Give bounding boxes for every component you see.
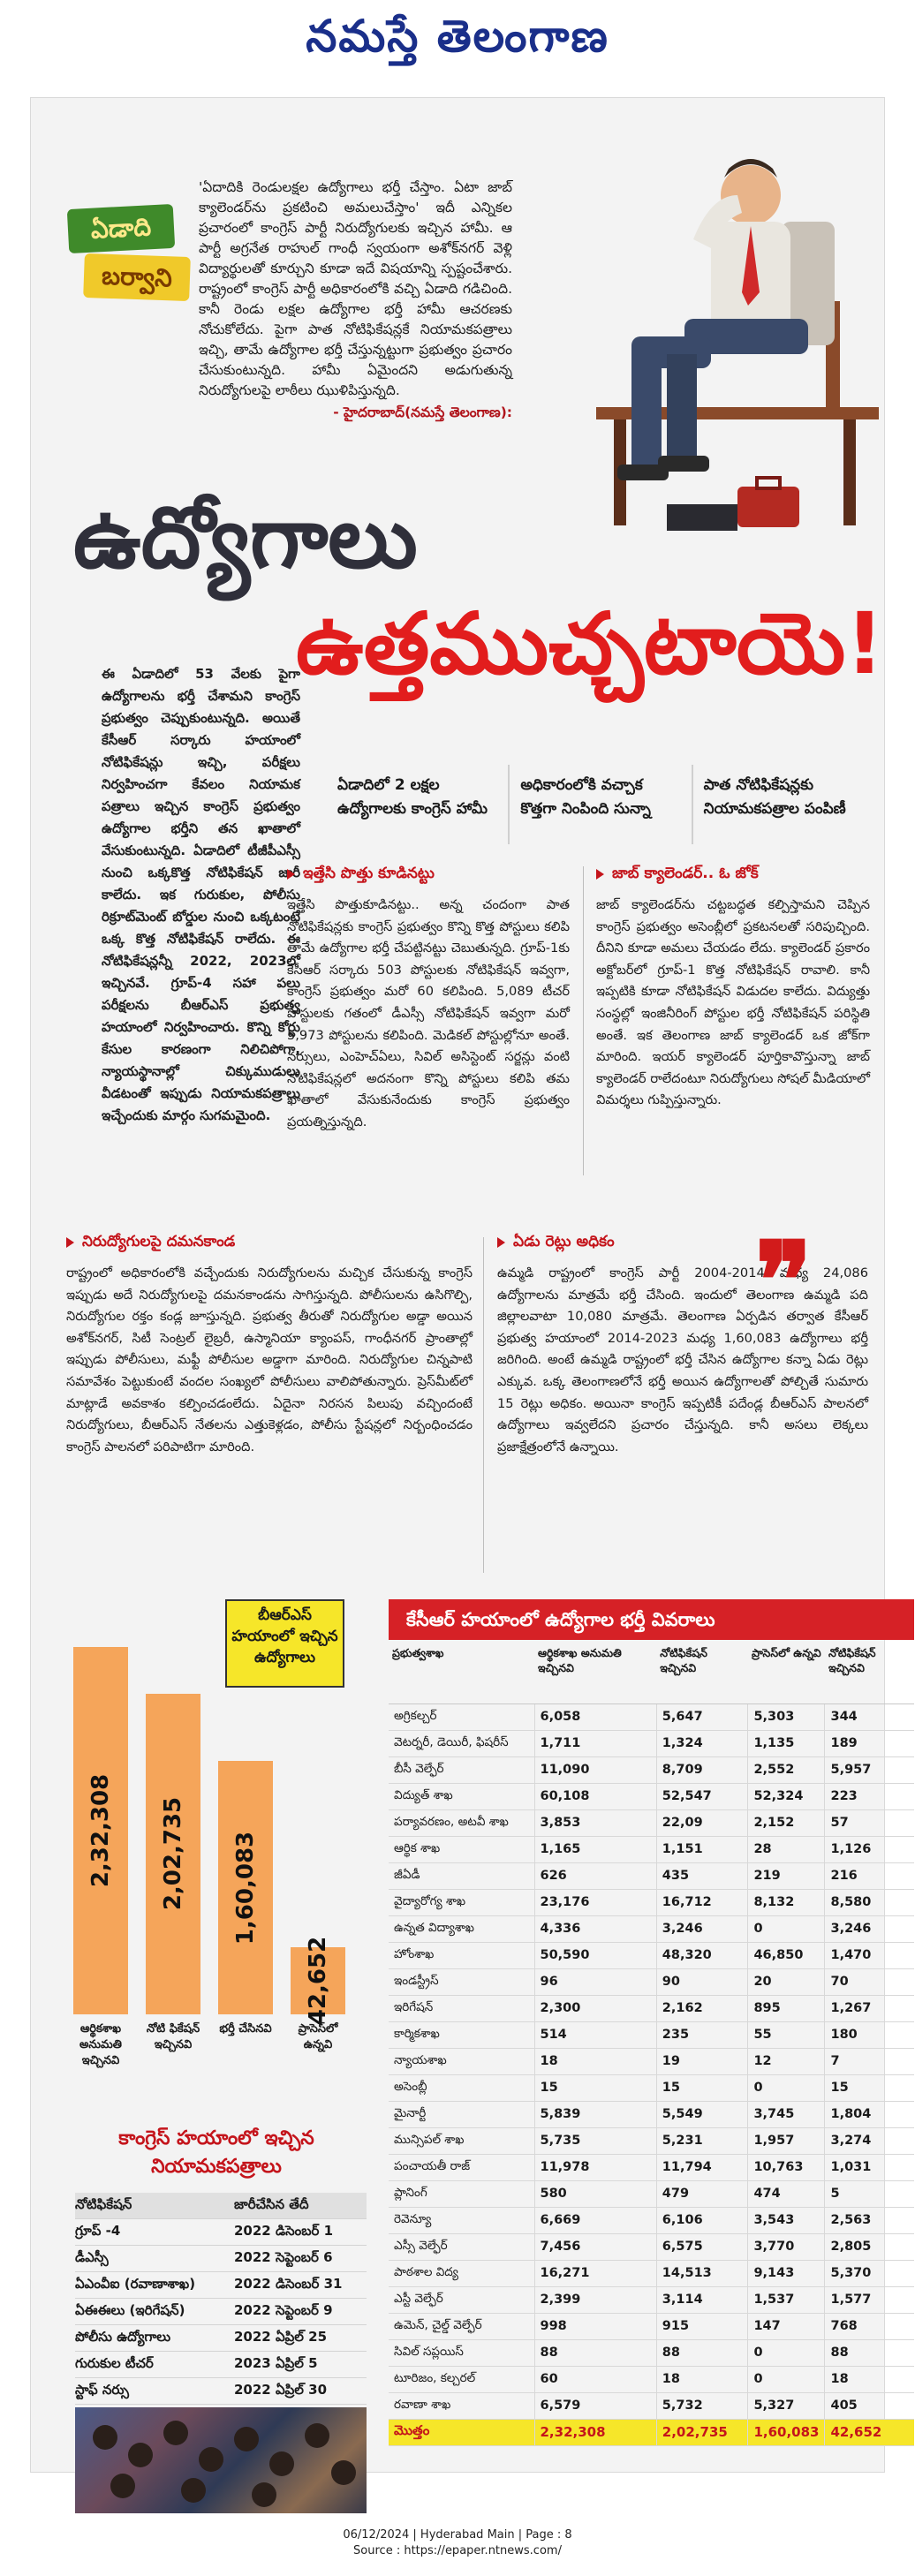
table-cell: 2,300 [534,1995,656,2021]
table-cell: 915 [656,2313,748,2339]
table-cell: రెవెన్యూ [389,2207,534,2233]
table-cell: ఉన్నత విద్యాశాఖ [389,1915,534,1942]
table-cell: 405 [825,2392,914,2419]
table-cell: టూరిజం, కల్చరల్ [389,2366,534,2392]
newspaper-title: నమస్తే తెలంగాణ [306,10,609,62]
table-cell: 88 [656,2339,748,2366]
table-cell: 60 [534,2366,656,2392]
table-row [389,2366,914,2392]
section-job-calendar [596,865,870,1112]
table-row [389,2207,914,2233]
category-label: ఆర్థికశాఖ అనుమతి ఇచ్చినవి [79,2022,122,2067]
bar-value-label: 2,32,308 [87,1773,114,1888]
table-cell: విద్యుత్ శాఖ [389,1783,534,1809]
recruitment-details-table [389,1640,914,2446]
table-cell: 4,336 [534,1915,656,1942]
table-cell: 2,805 [825,2233,914,2260]
page-footer [0,2527,915,2559]
table-cell: ఏఎంవీఐ (రవాణాశాఖ) [75,2275,196,2292]
table-row [389,1942,914,1968]
table-cell: ఇండస్ట్రీస్ [389,1968,534,1995]
table-cell: 474 [748,2180,825,2207]
table-cell: 6,579 [534,2392,656,2419]
frustrated-man-illustration [561,116,879,531]
table-cell: 895 [748,1995,825,2021]
table-cell: గురుకుల టీచర్ [75,2354,154,2371]
table-row [389,2101,914,2127]
bar-value-label: 1,60,083 [232,1831,259,1945]
table-cell: వైద్యారోగ్య శాఖ [389,1889,534,1915]
table-cell: 2,32,308 [534,2419,656,2445]
table-cell: ఏఈఈలు (ఇరిగేషన్) [75,2301,185,2318]
bar-value-label: 2,02,735 [160,1797,186,1911]
intro-text: 'ఏదాదికి రెండులక్షల ఉద్యోగాలు భర్తీ చేస్తాం. ఏటా జాబ్ క్యాలెండర్‌ను ప్రకటించి అమలుచేస్తాం' ఇదీ ఎన్నికల ప్రచారంలో కాంగ్రెస్ పార్టీ నిరుద్యోగులకు ఇచ్చిన హామీ. ఆ పార్టీ అగ్రనేత రాహుల్ గాంధీ స్వయంగా అశోక్‌నగర్ వెళ్లి విద్యార్థులతో కూర్చుని కూడా ఇదే విషయాన్ని స్పష్టంచేశారు. రాష్ట్రంలో కాంగ్రెస్ పార్టీ అధికారంలోకి వచ్చి ఏడాది గడిచింది. కానీ రెండు లక్షల ఉద్యోగాల భర్తీ హామీ ఆచరణకు నోచుకోలేదు. పైగా పాత నోటిఫికేషన్లకే నియామకపత్రాలు ఇచ్చి, తామే ఉద్యోగాల భర్తీ చేస్తున్నట్టుగా ప్రభుత్వం ప్రచారం చేసుకుంటున్నది. హామీ ఏమైందని అడుగుతున్న నిరుద్యోగులపై లాఠీలు ఝుళిపిస్తున్నది. [199,179,512,398]
jobs-bar-chart [66,1599,362,2094]
table-cell: 11,794 [656,2154,748,2180]
table-cell: పోలీసు ఉద్యోగాలు [75,2328,171,2345]
recruitment-table-title: కేసీఆర్ హయాంలో ఉద్యోగాల భర్తీ వివరాలు [389,1599,914,1640]
table-cell: 0 [748,2366,825,2392]
table-cell: 768 [825,2313,914,2339]
section-crackdown [66,1233,473,1458]
table-cell: 5,957 [825,1756,914,1783]
category-label: భర్తీ చేసినవి [219,2022,272,2036]
bar-value-label: 42,652 [305,1936,331,2025]
table-cell: 52,547 [656,1783,748,1809]
table-cell: 580 [534,2180,656,2207]
headline-line-1: ఉద్యోగాలు [73,488,418,587]
table-cell: 5,735 [534,2127,656,2154]
table-cell: 2,563 [825,2207,914,2233]
table-cell: అసెంబ్లీ [389,2074,534,2101]
table-cell: 1,470 [825,1942,914,1968]
table-cell: 5,303 [748,1703,825,1730]
table-cell: ఆర్థిక శాఖ [389,1836,534,1862]
table-cell: 3,543 [748,2207,825,2233]
table-cell: 2,02,735 [656,2419,748,2445]
table-cell: ఎస్టీ వెల్ఫేర్ [389,2286,534,2313]
table-cell: జీఏడీ [389,1862,534,1889]
intro-paragraph [199,178,512,423]
table-cell: 3,246 [825,1915,914,1942]
table-cell: 1,537 [748,2286,825,2313]
table-cell: 1,165 [534,1836,656,1862]
summary-item: ఏడాదిలో 2 లక్షల ఉద్యోగాలకు కాంగ్రెస్ హామీ [337,776,488,818]
table-cell: 15 [534,2074,656,2101]
table-cell: 2,152 [748,1809,825,1836]
table-row [75,2352,367,2378]
table-row [75,2272,367,2299]
table-cell: 22,09 [656,1809,748,1836]
table-cell: 0 [748,2339,825,2366]
table-cell: 5 [825,2180,914,2207]
table-cell: డీఎస్సీ [75,2248,109,2265]
table-cell: ఉమెన్, చైల్డ్ వెల్ఫేర్ [389,2313,534,2339]
table-cell: 5,327 [748,2392,825,2419]
dateline: - హైదరాబాద్(నమస్తే తెలంగాణ): [333,404,512,420]
table-cell: 88 [825,2339,914,2366]
table-cell: 0 [748,2074,825,2101]
column-header: ప్రభుత్వశాఖ [389,1640,534,1703]
headline-line-2: ఉత్తముచ్చటాయె! [296,594,884,693]
table-cell: 2022 డిసెంబర్ 1 [234,2222,334,2239]
table-cell: 0 [748,1915,825,1942]
table-cell: 2,552 [748,1756,825,1783]
congress-appointments-table [75,2193,367,2405]
table-row [389,1915,914,1942]
table-cell: 6,669 [534,2207,656,2233]
table-cell: వెటర్నరీ, డెయిరీ, ఫిషరీస్ [389,1730,534,1756]
masthead [0,0,915,72]
category-label: ప్రాసెస్‌లో ఉన్నవి [298,2022,338,2051]
table-cell: హోంశాఖ [389,1942,534,1968]
table-cell: 9,143 [748,2260,825,2286]
section-old-notifications [287,865,570,1134]
table-cell: 12 [748,2048,825,2074]
table-cell: 344 [825,1703,914,1730]
table-cell: 15 [825,2074,914,2101]
table-cell: 16,712 [656,1889,748,1915]
table-cell: ప్లానింగ్ [389,2180,534,2207]
table-row [389,2339,914,2366]
table-cell: మున్సిపల్ శాఖ [389,2127,534,2154]
section-heading: జాబ్ క్యాలెండర్.. ఓ జోక్ [596,865,870,886]
table-row [389,2233,914,2260]
total-row [389,2419,914,2445]
bar [218,1761,273,2014]
table-cell: 235 [656,2021,748,2048]
table-cell: 147 [748,2313,825,2339]
table-row [389,2127,914,2154]
table-cell: 8,132 [748,1889,825,1915]
table-cell: 1,711 [534,1730,656,1756]
logo-line-1: ఏడాది [67,204,175,253]
table-row [389,2021,914,2048]
table-cell: ఇరిగేషన్ [389,1995,534,2021]
table-row [389,1703,914,1730]
table-row [389,2286,914,2313]
table-cell: 7 [825,2048,914,2074]
table-cell: 223 [825,1783,914,1809]
table-cell: 11,090 [534,1756,656,1783]
table-cell: న్యాయశాఖ [389,2048,534,2074]
table-row [389,2313,914,2339]
table-row [389,1730,914,1756]
table-cell: మైనార్టీ [389,2101,534,2127]
table-cell: 514 [534,2021,656,2048]
table-cell: 1,804 [825,2101,914,2127]
table-cell: పాఠశాల విద్య [389,2260,534,2286]
table-cell: 46,850 [748,1942,825,1968]
table-cell: 2022 సెప్టెంబర్ 9 [234,2301,333,2318]
table-row [389,1756,914,1783]
table-cell: 1,151 [656,1836,748,1862]
table-row [75,2219,367,2246]
table-row [389,1783,914,1809]
table-cell: 23,176 [534,1889,656,1915]
table-cell: 90 [656,1968,748,1995]
section-body: జాబ్ క్యాలెండర్‌ను చట్టబద్ధత కల్పిస్తామని చెప్పిన కాంగ్రెస్ ప్రభుత్వం అసెంబ్లీలో ప్రకటనలతో సరిపుచ్చింది. దీనిని కూడా అమలు చేయడం లేదు. క్యాలెండర్ ప్రకారం అక్టోబర్‌లో గ్రూప్-1 కొత్త నోటిఫికేషన్ రావాలి. కానీ ఇప్పటికి కూడా నోటిఫికేషన్ విడుదల కాలేదు. విద్యుత్తు సంస్థల్లో ఇంజినీరింగ్ పోస్టుల భర్తీ నోటిఫికేషన్ పరిస్థితి అంతే. ఇక తెలంగాణ జాబ్ క్యాలెండర్ ఒక జోక్‌గా మారింది. ఇయర్ క్యాలెండర్ పూర్తికావొస్తున్నా జాబ్ క్యాలెండర్ రాలేదంటూ నిరుద్యోగులు సోషల్ మీడియాలో విమర్శలు గుప్పిస్తున్నారు. [596,897,870,1108]
table-row [389,2154,914,2180]
left-column-text: ఈ ఏడాదిలో 53 వేలకు పైగా ఉద్యోగాలను భర్తీ చేశామని కాంగ్రెస్ ప్రభుత్వం చెప్పుకుంటున్నది. అయితే కేసీఆర్ సర్కారు హయాంలో నోటిఫికేషన్లు ఇచ్చి, పరీక్షలు నిర్వహించగా కేవలం నియామక పత్రాలు ఇచ్చిన కాంగ్రెస్ ప్రభుత్వం ఉద్యోగాల భర్తీని తన ఖాతాలో వేసుకుంటున్నది. ఏడాదిలో టీజీపీఎస్సీ నుంచి ఒక్కకొత్త నోటిఫికేషన్ జారీ కాలేదు. ఇక గురుకుల, పోలీసు రిక్రూట్‌మెంట్ బోర్డుల నుంచి ఒక్కటంటే ఒక్క కొత్త నోటిఫికేషన్ రాలేదు. ఈ నోటిఫికేషన్లన్నీ 2022, 2023లో ఇచ్చినవే. గ్రూప్-4 సహా పలు పరీక్షలను బీఆర్‌ఎస్ ప్రభుత్వ హయాంలో నిర్వహించారు. కొన్ని కోర్టు కేసుల కారణంగా నిలిచిపోగా, న్యాయస్థానాల్లో చిక్కుముడులు వీడటంతో ఇప్పుడు నియామకపత్రాలు ఇచ్చేందుకు మార్గం సుగమమైంది. [102,666,300,1123]
column-header: ఆర్థికశాఖ అనుమతి ఇచ్చినవి [534,1640,656,1703]
table-row [75,2299,367,2325]
table-cell: బీసీ వెల్ఫేర్ [389,1756,534,1783]
table-cell: 20 [748,1968,825,1995]
table-cell: 3,745 [748,2101,825,2127]
series-logo [68,207,196,304]
table-cell: 5,370 [825,2260,914,2286]
table-cell: అగ్రికల్చర్ [389,1703,534,1730]
table-row [389,2260,914,2286]
table-row [389,1968,914,1995]
table-cell: గ్రూప్ -4 [75,2222,121,2239]
summary-item: అధికారంలోకి వచ్చాక కొత్తగా నింపింది సున్నా [508,765,691,844]
category-label: నోటి ఫికేషన్ ఇచ్చినవి [146,2022,200,2051]
table-cell: 6,106 [656,2207,748,2233]
table-cell: 2022 ఏప్రిల్ 30 [234,2381,328,2398]
table-cell: 435 [656,1862,748,1889]
table-row [389,1809,914,1836]
table-cell: 998 [534,2313,656,2339]
column-header: నోటిఫికేషన్ [75,2195,132,2212]
table-cell: 2022 సెప్టెంబర్ 6 [234,2248,333,2265]
table-cell: 5,647 [656,1703,748,1730]
table-cell: 3,246 [656,1915,748,1942]
section-heading: ఏడు రెట్లు అధికం [497,1233,868,1254]
section-heading: నిరుద్యోగులపై దమనకాండ [66,1233,473,1254]
section-heading: ఇత్తేసి పొత్తు కూడినట్టు [287,865,570,886]
table-row [75,2246,367,2272]
table-cell: 2023 ఏప్రిల్ 5 [234,2354,318,2371]
table-cell: 16,271 [534,2260,656,2286]
table-cell: పర్యావరణం, అటవీ శాఖ [389,1809,534,1836]
congress-table-title: కాంగ్రెస్ హయాంలో ఇచ్చిన నియామకపత్రాలు [118,2127,314,2178]
table-cell: 1,324 [656,1730,748,1756]
table-row [389,1889,914,1915]
column-divider [583,866,584,1175]
quote-mark-icon: ❞ [755,1219,813,1343]
section-body: రాష్ట్రంలో అధికారంలోకి వచ్చేందుకు నిరుద్యోగులను మచ్చిక చేసుకున్న కాంగ్రెస్ ఇప్పుడు అదే నిరుద్యోగులపై దమనకాండను సాగిస్తున్నది. పోలీసులను ఉసిగొల్పి, నిరుద్యోగుల రక్తం కండ్ల జూస్తున్నది. ప్రభుత్వ తీరుతో నిరుద్యోగుల అడ్డా అయిన అశోక్‌నగర్, సిటీ సెంట్రల్ లైబ్రరీ, ఉస్మానియా క్యాంపస్, గాంధీనగర్ ప్రాంతాల్లో ఇప్పుడు పోలీసులు, మఫ్టీ పోలీసుల అడ్డాగా మారింది. నిరుద్యోగుల చిన్నపాటి సమావేశం పెట్టుకుంటే వందల సంఖ్యలో పోలీసులు వాలిపోతున్నారు. ప్రెస్‌మీట్‌లో మాట్లాడే అవకాశం కల్పించడంలేదు. ఏదైనా నిరసన పిలుపు వచ్చిందంటే నిరుద్యోగులు, బీఆర్‌ఎస్ నేతలను ఎత్తుకెళ్లడం, పోలీసు స్టేషన్లలో నిర్బంధించడం కాంగ్రెస్ పాలనలో పరిపాటిగా మారింది. [66,1265,473,1454]
table-cell: స్టాఫ్ నర్సు [75,2381,129,2398]
table-cell: 189 [825,1730,914,1756]
table-cell: 216 [825,1862,914,1889]
table-cell: 18 [825,2366,914,2392]
table-cell: 6,058 [534,1703,656,1730]
bar [291,1936,345,2025]
table-cell: 1,577 [825,2286,914,2313]
table-cell: 70 [825,1968,914,1995]
table-cell: 57 [825,1809,914,1836]
table-cell: 28 [748,1836,825,1862]
table-cell: కార్మికశాఖ [389,2021,534,2048]
column-header: నోటిఫికేషన్ ఇచ్చినవి [656,1640,748,1703]
section-body: ఇత్తేసి పొత్తుకూడినట్టు.. అన్న చందంగా పాత నోటిఫికేషన్లకు కాంగ్రెస్ ప్రభుత్వం కొన్ని కొత్త పోస్టులు కలిపి తామే ఉద్యోగాల భర్తీ చేపట్టినట్టు చెబుతున్నది. గ్రూప్-1కు కేసీఆర్ సర్కారు 503 పోస్టులకు నోటిఫికేషన్ ఇవ్వగా, కాంగ్రెస్ ప్రభుత్వం మరో 60 కలిపింది. 5,089 టీచర్ పోస్టులకు గతంలో డీఎస్సీ నోటిఫికేషన్ ఇవ్వగా మరో 5,973 పోస్టులను కలిపింది. మెడికల్ పోస్టుల్లోనూ అంతే. నర్సులు, ఎంహెచ్‌ఏలు, సివిల్ అసిస్టెంట్ సర్జన్లు వంటి నోటిఫికేషన్లలో అదనంగా కొన్ని పోస్టులు కలిపి తమ ఖాతాలో వేసుకునేందుకు కాంగ్రెస్ ప్రభుత్వం ప్రయత్నిస్తున్నది. [287,897,570,1129]
table-cell: రవాణా శాఖ [389,2392,534,2419]
table-row [75,2378,367,2405]
table-cell: 42,652 [825,2419,914,2445]
table-row [389,2180,914,2207]
table-cell: 14,513 [656,2260,748,2286]
table-cell: 3,853 [534,1809,656,1836]
table-cell: 55 [748,2021,825,2048]
table-cell: 626 [534,1862,656,1889]
table-cell: 8,580 [825,1889,914,1915]
table-row [75,2325,367,2352]
footer-source: Source : https://epaper.ntnews.com/ [353,2544,562,2557]
newspaper-page [30,97,885,2473]
table-cell: 219 [748,1862,825,1889]
table-cell: 50,590 [534,1942,656,1968]
summary-item: పాత నోటిఫికేషన్లకు నియామకపత్రాల పంపిణీ [692,765,874,844]
bar [146,1694,200,2014]
table-row [389,1862,914,1889]
table-cell: ఎస్సీ వెల్ఫేర్ [389,2233,534,2260]
table-cell: 88 [534,2339,656,2366]
table-cell: 48,320 [656,1942,748,1968]
table-cell: మొత్తం [389,2419,534,2445]
table-cell: 1,60,083 [748,2419,825,2445]
table-cell: 11,978 [534,2154,656,2180]
table-cell: 1,135 [748,1730,825,1756]
table-cell: 1,126 [825,1836,914,1862]
table-cell: 7,456 [534,2233,656,2260]
table-cell: 3,770 [748,2233,825,2260]
table-header-row [75,2193,367,2219]
column-header: నోటిఫికేషన్ ఇచ్చినవి [825,1640,914,1703]
table-cell: 96 [534,1968,656,1995]
table-cell: 3,274 [825,2127,914,2154]
table-row [389,2074,914,2101]
table-row [389,2392,914,2419]
table-row [389,1836,914,1862]
table-cell: 52,324 [748,1783,825,1809]
table-cell: 60,108 [534,1783,656,1809]
section-seven-times [497,1233,868,1458]
table-cell: 2,162 [656,1995,748,2021]
footer-edition: 06/12/2024 | Hyderabad Main | Page : 8 [343,2528,572,2542]
table-cell: పంచాయతీ రాజ్ [389,2154,534,2180]
table-cell: సివిల్ సప్లయిస్ [389,2339,534,2366]
table-cell: 5,549 [656,2101,748,2127]
table-cell: 1,957 [748,2127,825,2154]
table-row [389,1995,914,2021]
table-cell: 2022 ఏప్రిల్ 25 [234,2328,328,2345]
table-cell: 2022 డిసెంబర్ 31 [234,2275,343,2292]
section-body: ఉమ్మడి రాష్ట్రంలో కాంగ్రెస్ పార్టీ 2004-2014 మధ్య 24,086 ఉద్యోగాలను మాత్రమే భర్తీ చేసింది. ఇందులో తెలంగాణ ఉమ్మడి పది జిల్లాలవాటా 10,080 మాత్రమే. తెలంగాణ ఏర్పడిన తర్వాత కేసీఆర్ ప్రభుత్వ హయాంలో 2014-2023 మధ్య 1,60,083 ఉద్యోగాలు భర్తీ జరిగింది. అంటే ఉమ్మడి రాష్ట్రంలో భర్తీ చేసిన ఉద్యోగాల కన్నా ఏడు రెట్లు ఎక్కువ. ఒక్క తెలంగాణలోనే భర్తీ అయిన ఉద్యోగాలతో పోల్చితే సుమారు 15 రెట్లు అధికం. అయినా కాంగ్రెస్ ఇప్పటికీ పదేండ్ల బీఆర్‌ఎస్ పాలనలో ఉద్యోగాలు ఇవ్వలేదని ప్రచారం చేస్తున్నది. కానీ అసలు లెక్కలు ప్రజాక్షేత్రంలోనే ఉన్నాయి. [497,1265,868,1454]
table-cell: 15 [656,2074,748,2101]
table-cell: 2,399 [534,2286,656,2313]
table-cell: 5,839 [534,2101,656,2127]
table-cell: 18 [656,2366,748,2392]
column-header: ప్రాసెస్‌లో ఉన్నవి [748,1640,825,1703]
table-cell: 6,575 [656,2233,748,2260]
table-cell: 18 [534,2048,656,2074]
table-cell: 10,763 [748,2154,825,2180]
table-cell: 1,031 [825,2154,914,2180]
table-cell: 180 [825,2021,914,2048]
column-header: జారీచేసిన తేదీ [234,2195,309,2212]
protest-photo [75,2407,367,2513]
summary-strip [327,765,874,844]
table-cell: 8,709 [656,1756,748,1783]
table-cell: 5,231 [656,2127,748,2154]
logo-line-2: బర్వాని [83,253,191,301]
table-cell: 5,732 [656,2392,748,2419]
table-header-row [389,1640,914,1703]
chart-title: బీఆర్‌ఎస్ హయాంలో ఇచ్చిన ఉద్యోగాలు [225,1599,344,1688]
bar [73,1647,128,2014]
column-divider [483,1237,484,1573]
table-cell: 479 [656,2180,748,2207]
table-row [389,2048,914,2074]
table-cell: 1,267 [825,1995,914,2021]
table-cell: 19 [656,2048,748,2074]
table-cell: 3,114 [656,2286,748,2313]
